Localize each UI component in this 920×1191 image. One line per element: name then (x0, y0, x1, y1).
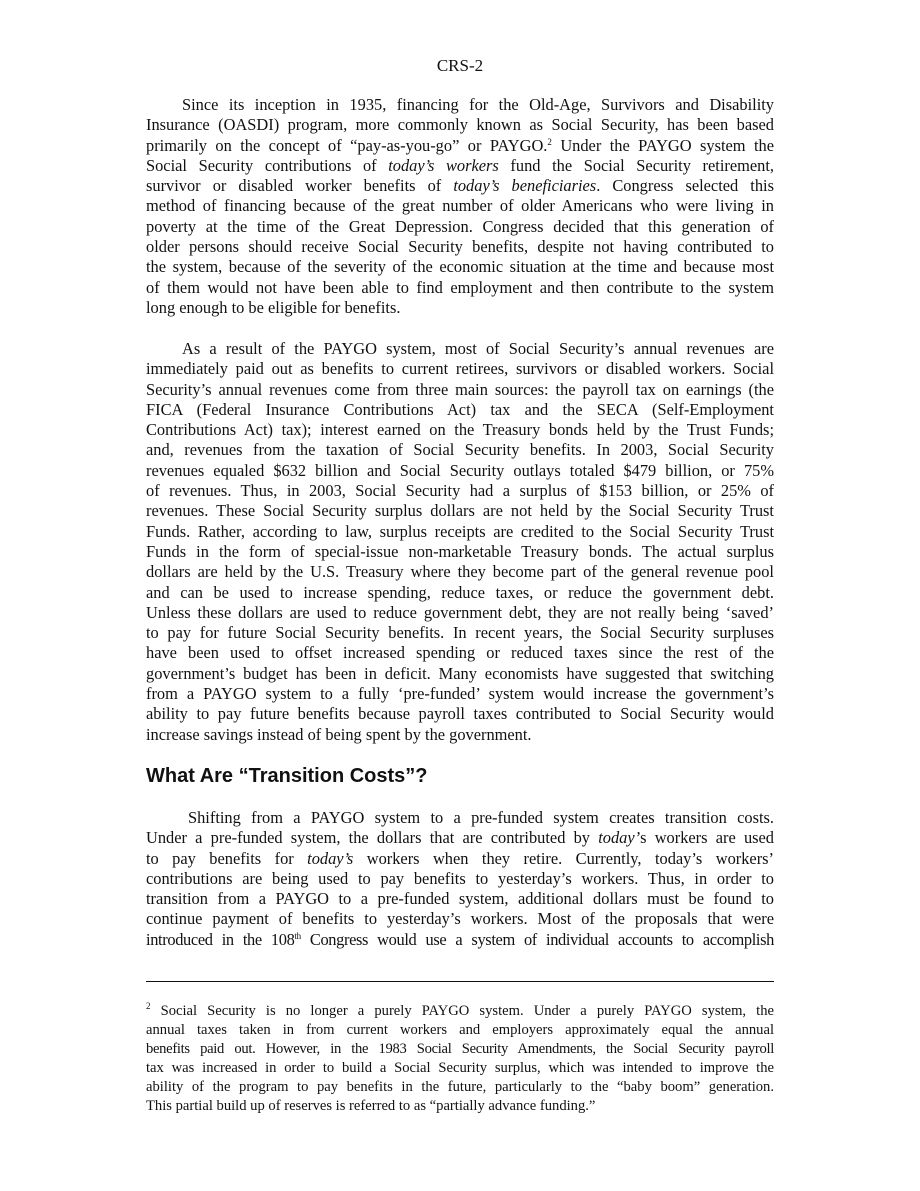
paragraph-line: Contributions Act) tax); interest earned on the Treasury bonds held by the Trust Funds; (146, 420, 774, 440)
paragraph-line: As a result of the PAYGO system, most of Social Security’s annual revenues are (182, 339, 774, 358)
paragraph-line: older persons should receive Social Security benefits, despite not having contributed to (146, 237, 774, 257)
paragraph-line: of revenues. Thus, in 2003, Social Security had a surplus of $153 billion, or 25% of (146, 481, 774, 501)
paragraph-line: poverty at the time of the Great Depression. Congress decided that this generation of (146, 216, 774, 236)
paragraph-line: government’s budget has been in deficit. Many economists have suggested that switching (146, 663, 774, 683)
paragraph-line: long enough to be eligible for benefits. (146, 297, 401, 317)
paragraph-line: Under a pre-funded system, the dollars that are contributed by today’s workers are used (146, 828, 774, 848)
paragraph-line: Funds in the form of special-issue non-marketable Treasury bonds. The actual surplus (146, 541, 774, 561)
paragraph-line: contributions are being used to pay benefits to yesterday’s workers. Thus, in order to (146, 868, 774, 888)
paragraph-line: and can be used to increase spending, reduce taxes, or reduce the government debt. (146, 582, 774, 602)
body-paragraph-1 (146, 95, 774, 318)
paragraph-line: continue payment of benefits to yesterday’s workers. Most of the proposals that were (146, 909, 774, 929)
paragraph-line: Funds. Rather, according to law, surplus receipts are credited to the Social Security Trust (146, 521, 774, 541)
footnote-marker: 2 (146, 1001, 151, 1011)
paragraph-line: revenues. These Social Security surplus dollars are not held by the Social Security Trust (146, 501, 774, 521)
section-heading: What Are “Transition Costs”? (146, 765, 428, 787)
paragraph-line: Unless these dollars are used to reduce government debt, they are not really being ‘saved’ (146, 602, 774, 622)
paragraph-line: from a PAYGO system to a fully ‘pre-funded’ system would increase the government’s (146, 684, 774, 704)
page-number-header: CRS-2 (436, 56, 484, 75)
paragraph-line: ability to pay future benefits because payroll taxes contributed to Social Security would (146, 704, 774, 724)
footnote-divider (146, 981, 774, 982)
footnote-line: $^2$ Social Security is no longer a purely PAYGO system. Under a purely PAYGO system, the (146, 1001, 774, 1019)
paragraph-line: primarily on the concept of “pay-as-you-go” or PAYGO.$^2$ Under the PAYGO system the (146, 135, 775, 155)
paragraph-line: and, revenues from the taxation of Social Security benefits. In 2003, Social Security (146, 440, 774, 460)
paragraph-line: FICA (Federal Insurance Contributions Act) tax and the SECA (Self-Employment (146, 399, 774, 419)
paragraph-line: Since its inception in 1935, financing for the Old-Age, Survivors and Disability (182, 95, 774, 114)
paragraph-line: Security’s annual revenues come from three main sources: the payroll tax on earnings (the (146, 379, 774, 399)
paragraph-line: the system, because of the severity of the economic situation at the time and because most (146, 257, 774, 277)
body-paragraph-3 (146, 808, 774, 950)
footnote-line: annual taxes taken in from current workers and employers approximately equal the annual (146, 1022, 774, 1038)
paragraph-line: of them would not have been able to find employment and then contribute to the system (146, 277, 774, 297)
paragraph-line: immediately paid out as benefits to current retirees, survivors or disabled workers. Social (146, 359, 774, 379)
paragraph-line: revenues equaled $632 billion and Social Security outlays totaled $479 billion, or 75% (146, 460, 774, 480)
paragraph-line: Insurance (OASDI) program, more commonly known as Social Security, has been based (146, 115, 774, 135)
footnote-line: This partial build up of reserves is referred to as “partially advance funding.” (146, 1098, 596, 1114)
paragraph-line: increase savings instead of being spent by the government. (146, 724, 532, 744)
paragraph-line: Social Security contributions of today’s workers fund the Social Security retirement, (146, 155, 774, 175)
paragraph-line: survivor or disabled worker benefits of today’s beneficiaries. Congress selected this (146, 176, 774, 196)
footnote-line: tax was increased in order to build a Social Security surplus, which was intended to improve the (146, 1060, 774, 1076)
footnote-line: benefits paid out. However, in the 1983 Social Security Amendments, the Social Security payroll (146, 1041, 774, 1057)
paragraph-line: introduced in the 108th Congress would use a system of individual accounts to accomplish (146, 929, 774, 949)
paragraph-line: Shifting from a PAYGO system to a pre-funded system creates transition costs. (188, 808, 774, 827)
paragraph-line: to pay for future Social Security benefits. In recent years, the Social Security surpluses (146, 623, 774, 643)
paragraph-line: dollars are held by the U.S. Treasury where they become part of the general revenue pool (146, 562, 774, 582)
paragraph-line: method of financing because of the great number of older Americans who were living in (146, 196, 774, 216)
paragraph-line: have been used to offset increased spending or reduced taxes since the rest of the (146, 643, 774, 663)
footnote-reference[interactable]: 2 (547, 136, 552, 147)
footnote-line: ability of the program to pay benefits in the future, particularly to the “baby boom” generation. (146, 1079, 774, 1095)
body-paragraph-2 (146, 339, 774, 745)
footnote-2 (146, 1002, 774, 1116)
paragraph-line: transition from a PAYGO to a pre-funded system, additional dollars must be found to (146, 889, 774, 909)
paragraph-line: to pay benefits for today’s workers when they retire. Currently, today’s workers’ (146, 848, 774, 868)
